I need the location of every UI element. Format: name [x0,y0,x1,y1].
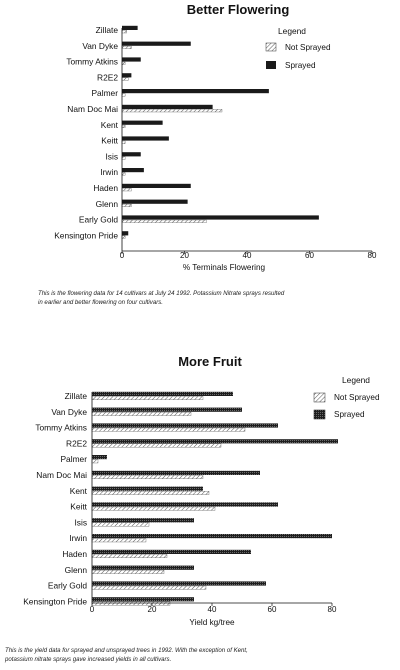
legend-swatch-not-sprayed [266,43,276,51]
bar-not-sprayed [92,444,221,447]
x-axis-label: % Terminals Flowering [182,263,266,272]
bars-group [92,392,338,605]
category-label: Nam Doc Mai [67,104,118,114]
bar-not-sprayed [92,475,203,478]
category-label: Keitt [101,135,118,146]
bar-sprayed [92,439,338,443]
bar-not-sprayed [122,78,128,81]
bar-not-sprayed [92,412,191,415]
category-label: Kent [69,485,87,496]
legend-swatch-sprayed [266,61,276,69]
bar-not-sprayed [122,173,125,176]
bar-sprayed [122,152,141,156]
category-label: Early Gold [47,580,87,591]
bars-group [122,26,319,239]
category-label: Isis [105,151,118,162]
bar-not-sprayed [122,157,125,160]
bar-not-sprayed [92,523,149,526]
chart-better-flowering [54,2,377,272]
bar-not-sprayed [122,236,125,239]
bar-sprayed [122,26,138,30]
category-label: Kent [100,119,118,130]
chart-more-fruit [23,354,380,627]
bar-not-sprayed [92,602,170,605]
category-label: Haden [93,183,118,193]
x-tick-label: 0 [89,605,95,614]
bar-sprayed [92,550,251,554]
caption-1 [38,290,285,306]
bar-sprayed [122,200,188,204]
bar-not-sprayed [92,460,98,463]
x-tick-label: 60 [305,251,314,260]
legend-label-sprayed: Sprayed [285,61,316,70]
legend-title: Legend [342,375,370,385]
category-label: Tommy Atkins [66,56,118,67]
x-tick-label: 60 [267,605,277,614]
bar-not-sprayed [92,570,164,573]
category-label: Glenn [95,198,118,209]
chart-title: More Fruit [178,354,242,369]
bar-sprayed [122,215,319,219]
category-label: Isis [74,517,87,528]
bar-sprayed [92,455,107,459]
bar-sprayed [122,231,128,235]
bar-not-sprayed [92,491,209,494]
bar-sprayed [92,534,332,538]
bar-not-sprayed [122,125,125,128]
legend [314,375,380,419]
x-tick-label: 40 [207,605,217,614]
category-label: R2E2 [66,438,87,449]
legend-label-sprayed: Sprayed [334,410,365,419]
category-label: Zillate [95,25,118,35]
category-label: Palmer [60,454,87,465]
legend-swatch-sprayed [314,410,325,419]
x-tick-label: 40 [242,251,252,260]
category-label: Nam Doc Mai [36,470,87,480]
bar-sprayed [92,408,242,412]
caption-2 [4,647,248,663]
x-tick-label: 20 [180,251,189,260]
bar-sprayed [122,57,141,61]
bar-not-sprayed [92,539,146,542]
bar-sprayed [92,487,203,491]
bar-not-sprayed [122,94,125,97]
bar-sprayed [92,423,278,427]
bar-not-sprayed [122,204,131,207]
bar-not-sprayed [122,220,206,223]
x-axis-label: Yield kg/tree [189,618,235,627]
bar-sprayed [122,105,213,109]
bar-not-sprayed [122,109,222,112]
category-label: Van Dyke [82,40,118,51]
x-tick-label: 20 [147,605,157,614]
category-labels [54,25,118,240]
legend [266,26,331,70]
bar-sprayed [122,121,163,125]
bar-not-sprayed [122,62,125,65]
bar-not-sprayed [92,428,245,431]
bar-sprayed [92,502,278,506]
category-label: R2E2 [97,72,118,83]
category-label: Zillate [64,391,87,401]
bar-not-sprayed [92,554,167,557]
caption-2-line-1: This is the yield data for sprayed and unsprayed trees in 1992. With the exception of Kent, [5,647,248,654]
bar-not-sprayed [92,507,215,510]
category-label: Keitt [70,501,87,512]
category-label: Kensington Pride [54,230,118,241]
category-label: Irwin [100,167,118,178]
category-label: Kensington Pride [23,596,87,607]
caption-2-line-2: potassium nitrate sprays gave increased yields in all cultivars. [5,656,172,663]
bar-sprayed [92,566,194,570]
bar-sprayed [122,136,169,140]
bar-sprayed [92,597,194,601]
legend-label-not-sprayed: Not Sprayed [334,393,380,402]
legend-title: Legend [278,26,306,36]
caption-1-line-2: in earlier and better flowering on four cultivars. [38,299,163,306]
bar-sprayed [122,168,144,172]
x-tick-label: 0 [119,251,125,260]
bar-sprayed [92,392,233,396]
legend-label-not-sprayed: Not Sprayed [285,43,331,52]
bar-sprayed [92,518,194,522]
x-tick-label: 80 [327,605,337,614]
category-label: Tommy Atkins [35,422,87,433]
bar-sprayed [122,42,191,46]
bar-not-sprayed [122,188,131,191]
category-label: Early Gold [78,214,118,225]
category-label: Haden [62,549,87,559]
bar-sprayed [122,73,131,77]
chart-title: Better Flowering [186,2,290,17]
bar-sprayed [92,581,266,585]
bar-not-sprayed [122,141,125,144]
category-label: Glenn [64,564,87,575]
caption-1-line-1: This is the flowering data for 14 cultivars at July 24 1992. Potassium Nitrate sprays resulted [38,290,285,297]
bar-sprayed [122,89,269,93]
bar-sprayed [92,471,260,475]
bar-not-sprayed [122,46,131,49]
bar-not-sprayed [92,396,203,399]
bar-not-sprayed [92,586,206,589]
x-tick-label: 80 [367,251,377,260]
category-label: Van Dyke [51,406,87,417]
bar-sprayed [122,184,191,188]
x-axis [120,28,377,260]
category-labels [23,391,87,606]
category-label: Irwin [69,533,87,544]
bar-not-sprayed [122,30,127,33]
category-label: Palmer [91,88,118,99]
legend-swatch-not-sprayed [314,393,325,402]
